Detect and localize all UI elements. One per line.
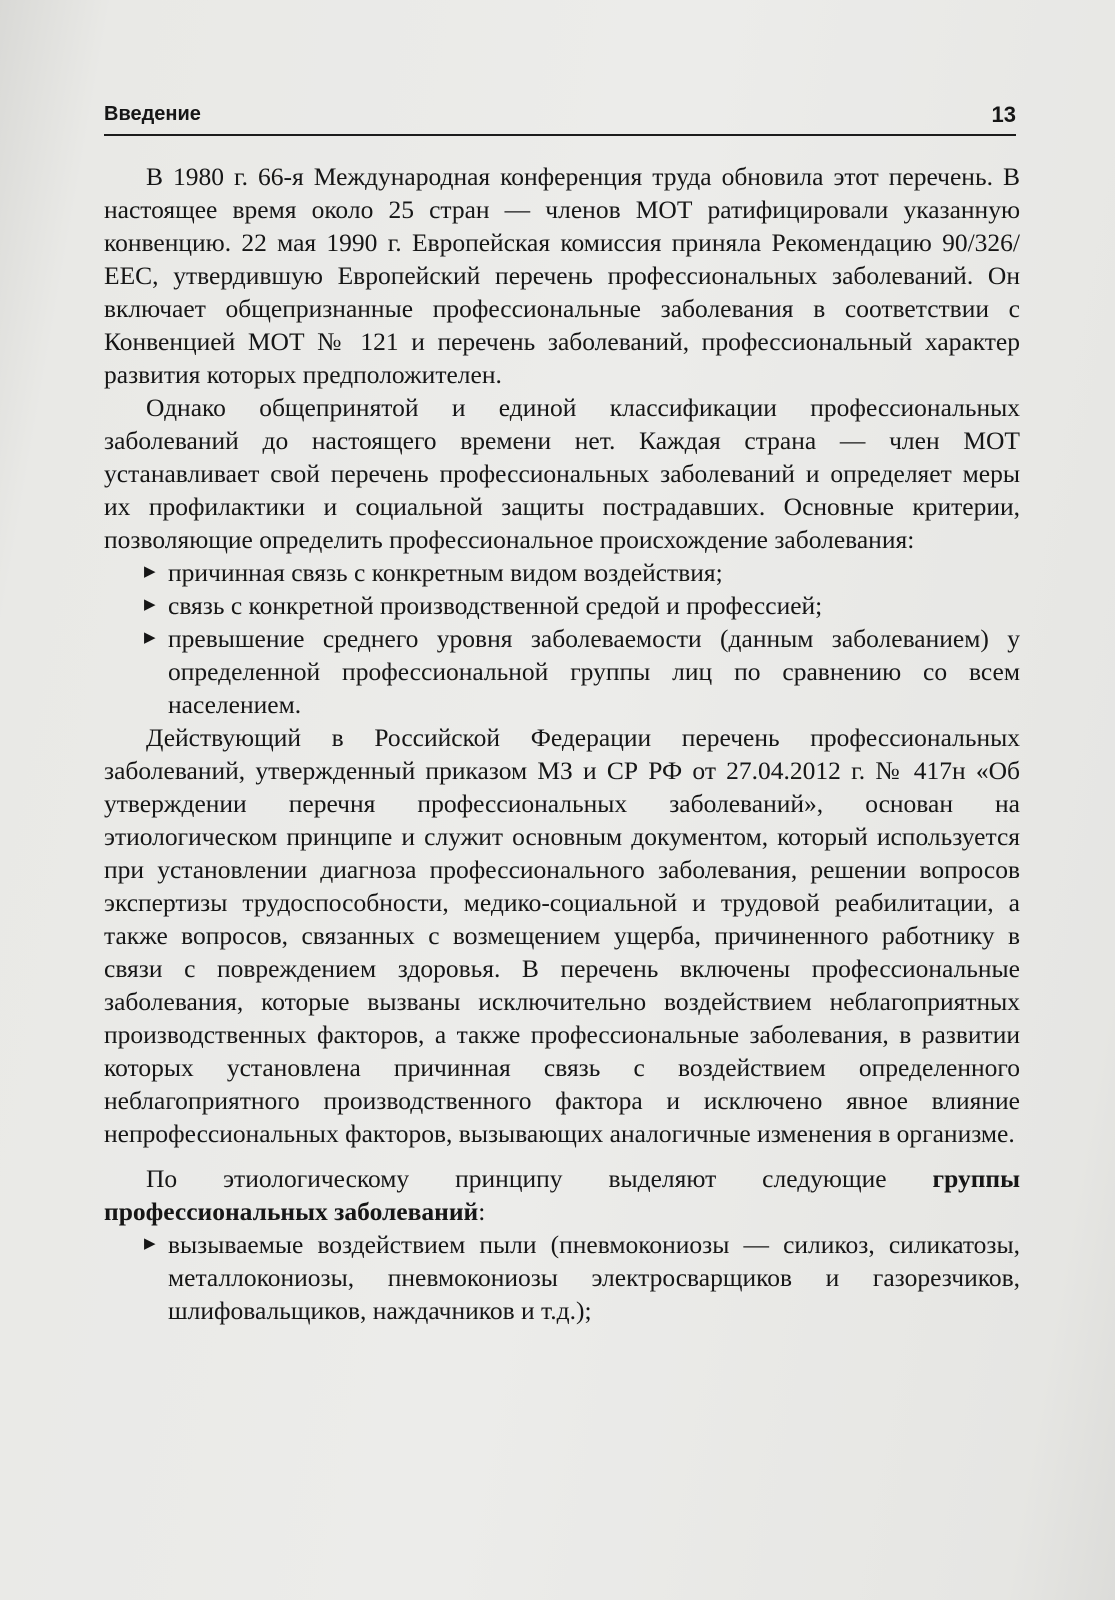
- page-number: 13: [991, 102, 1016, 127]
- paragraph-4: [104, 1162, 1020, 1228]
- paragraph-4-end: :: [478, 1197, 486, 1226]
- list-item: [104, 1228, 1020, 1327]
- section-title: Введение: [104, 103, 201, 125]
- groups-list: [104, 1228, 1020, 1327]
- list-item-text: вызываемые воздействием пыли (пневмокониозы — силикоз, силикатозы, металлокониозы, пневмокониозы электросварщиков и газорезчиков, шлифовальщиков, наждачников и т.д.);: [168, 1230, 1020, 1325]
- body-text: [104, 160, 1020, 1327]
- list-item: [104, 622, 1020, 721]
- paragraph-4-bold-term: группы профессиональных заболеваний: [104, 1164, 1020, 1226]
- list-item-text: связь с конкретной производственной средой и профессией;: [168, 591, 823, 620]
- list-item: [104, 589, 1020, 622]
- bullet-triangle-icon: ▶: [144, 630, 156, 646]
- paragraph-2: Однако общепринятой и единой классификации профессиональных заболеваний до настоящего времени нет. Каждая страна — член МОТ устанавливает свой перечень профессиональных заболеваний и определяет меры их профилактики и социальной защиты пострадавших. Основные критерии, позволяющие определить профессиональное происхождение заболевания:: [104, 393, 1020, 554]
- paragraph-3: Действующий в Российской Федерации перечень профессиональных заболеваний, утвержденный приказом МЗ и СР РФ от 27.04.2012 г. № 417н «Об утверждении перечня профессиональных заболеваний», основан на этиологическом принципе и служит основным документом, который используется при установлении диагноза профессионального заболевания, решении вопросов экспертизы трудоспособности, медико-социальной и трудовой реабилитации, а также вопросов, связанных с возмещением ущерба, причиненного работнику в связи с повреждением здоровья. В перечень включены профессиональные заболевания, которые вызваны исключительно воздействием неблагоприятных производственных факторов, а также профессиональные заболевания, в развитии которых установлена причинная связь с воздействием определенного неблагоприятного производственного фактора и исключено явное влияние непрофессиональных факторов, вызывающих аналогичные изменения в организме.: [104, 723, 1020, 1148]
- paragraph-1: В 1980 г. 66-я Международная конференция труда обновила этот перечень. В настоящее время около 25 стран — членов МОТ ратифицировали указанную конвенцию. 22 мая 1990 г. Европейская комиссия приняла Рекомендацию 90/326/ЕЕС, утвердившую Европейский перечень профессиональных заболеваний. Он включает общепризнанные профессиональные заболевания в соответствии с Конвенцией МОТ № 121 и перечень заболеваний, профессиональный характер развития которых предположителен.: [104, 162, 1020, 389]
- bullet-triangle-icon: ▶: [144, 597, 156, 613]
- paragraph-4-start: По этиологическому принципу выделяют следующие: [146, 1164, 933, 1193]
- list-item: [104, 556, 1020, 589]
- bullet-triangle-icon: ▶: [144, 564, 156, 580]
- list-item-text: превышение среднего уровня заболеваемости (данным заболеванием) у определенной профессиональной группы лиц по сравнению со всем населением.: [168, 624, 1020, 719]
- criteria-list: [104, 556, 1020, 721]
- bullet-triangle-icon: ▶: [144, 1236, 156, 1252]
- list-item-text: причинная связь с конкретным видом воздействия;: [168, 558, 723, 587]
- running-header: [104, 100, 1016, 136]
